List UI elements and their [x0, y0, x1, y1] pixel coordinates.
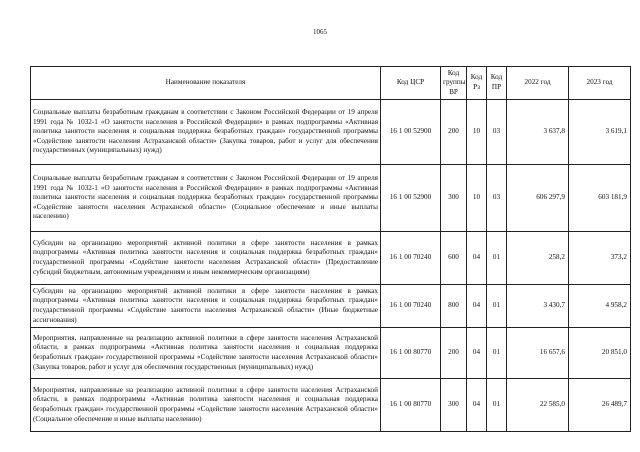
row-rz: 04	[467, 285, 487, 328]
row-vr: 200	[441, 100, 467, 165]
row-name: Социальные выплаты безработным гражданам в соответствии с Законом Российской Федерации от 19 апреля 1991 года № 1032-1 «О занятости населения в Российской Федерации» в рамках подпрограммы «Активная политика занятости населения и социальная поддержка безработных граждан» государственной программы «Содействие занятости населения Астраханской области» (Закупка товаров, работ и услуг для обеспечения государственных (муниципальных) нужд)	[31, 100, 381, 165]
row-2022: 3 637,8	[507, 100, 569, 165]
row-pr: 03	[487, 165, 507, 232]
row-2022: 22 585,0	[507, 379, 569, 432]
table-row	[31, 285, 631, 328]
header-2022: 2022 год	[507, 67, 569, 100]
row-pr: 01	[487, 285, 507, 328]
row-csr: 16 1 00 70240	[381, 232, 441, 285]
row-csr: 16 1 00 52900	[381, 100, 441, 165]
row-2023: 4 958,2	[569, 285, 631, 328]
row-vr: 200	[441, 328, 467, 379]
row-vr: 600	[441, 232, 467, 285]
table-row	[31, 165, 631, 232]
row-vr: 300	[441, 379, 467, 432]
table-header-row	[31, 67, 631, 100]
row-rz: 04	[467, 232, 487, 285]
row-pr: 01	[487, 232, 507, 285]
table-row	[31, 328, 631, 379]
row-pr: 01	[487, 328, 507, 379]
row-csr: 16 1 00 80770	[381, 379, 441, 432]
table-row	[31, 232, 631, 285]
row-name: Мероприятия, направленные на реализацию активной политики в сфере занятости населения Астраханской области, в рамках подпрограммы «Активная политика занятости населения и социальная поддержка безработных граждан» государственной программы «Содействие занятости населения Астраханской области» (Закупка товаров, работ и услуг для обеспечения государственных (муниципальных) нужд)	[31, 328, 381, 379]
header-rz: Код Рз	[467, 67, 487, 100]
row-rz: 10	[467, 165, 487, 232]
row-name: Субсидии на организацию мероприятий активной политики в сфере занятости населения в рамках подпрограммы «Активная политика занятости населения и социальная поддержка безработных граждан» государственной программы «Содействие занятости населения Астраханской области» (Иные бюджетные ассигнования)	[31, 285, 381, 328]
row-name: Субсидии на организацию мероприятий активной политики в сфере занятости населения в рамках подпрограммы «Активная политика занятости населения и социальная поддержка безработных граждан» государственной программы «Содействие занятости населения Астраханской области» (Предоставление субсидий бюджетным, автономным учреждениям и иным некоммерческим организациям)	[31, 232, 381, 285]
row-csr: 16 1 00 80770	[381, 328, 441, 379]
row-name: Мероприятия, направленные на реализацию активной политики в сфере занятости населения Астраханской области, в рамках подпрограммы «Активная политика занятости населения и социальная поддержка безработных граждан» государственной программы «Содействие занятости населения Астраханской области» (Социальное обеспечение и иные выплаты населению)	[31, 379, 381, 432]
row-pr: 01	[487, 379, 507, 432]
row-rz: 04	[467, 328, 487, 379]
row-name: Социальные выплаты безработным гражданам в соответствии с Законом Российской Федерации от 19 апреля 1991 года № 1032-1 «О занятости населения в Российской Федерации» в рамках подпрограммы «Активная политика занятости населения и социальная поддержка безработных граждан» государственной программы «Содействие занятости населения Астраханской области» (Социальное обеспечение и иные выплаты населению)	[31, 165, 381, 232]
row-vr: 300	[441, 165, 467, 232]
row-rz: 04	[467, 379, 487, 432]
row-pr: 03	[487, 100, 507, 165]
row-vr: 800	[441, 285, 467, 328]
row-2022: 3 430,7	[507, 285, 569, 328]
table-row	[31, 379, 631, 432]
page-number: 1065	[313, 28, 327, 36]
row-2022: 258,2	[507, 232, 569, 285]
header-name: Наименование показателя	[31, 67, 381, 100]
row-2022: 16 657,6	[507, 328, 569, 379]
header-csr: Код ЦСР	[381, 67, 441, 100]
table-row	[31, 100, 631, 165]
row-2023: 373,2	[569, 232, 631, 285]
row-2023: 20 851,0	[569, 328, 631, 379]
header-vr: Код группы ВР	[441, 67, 467, 100]
row-csr: 16 1 00 52900	[381, 165, 441, 232]
row-2023: 603 181,9	[569, 165, 631, 232]
header-2023: 2023 год	[569, 67, 631, 100]
row-2023: 26 489,7	[569, 379, 631, 432]
budget-table	[30, 66, 631, 432]
row-2022: 606 297,9	[507, 165, 569, 232]
row-csr: 16 1 00 70240	[381, 285, 441, 328]
row-rz: 10	[467, 100, 487, 165]
row-2023: 3 619,1	[569, 100, 631, 165]
header-pr: Код ПР	[487, 67, 507, 100]
